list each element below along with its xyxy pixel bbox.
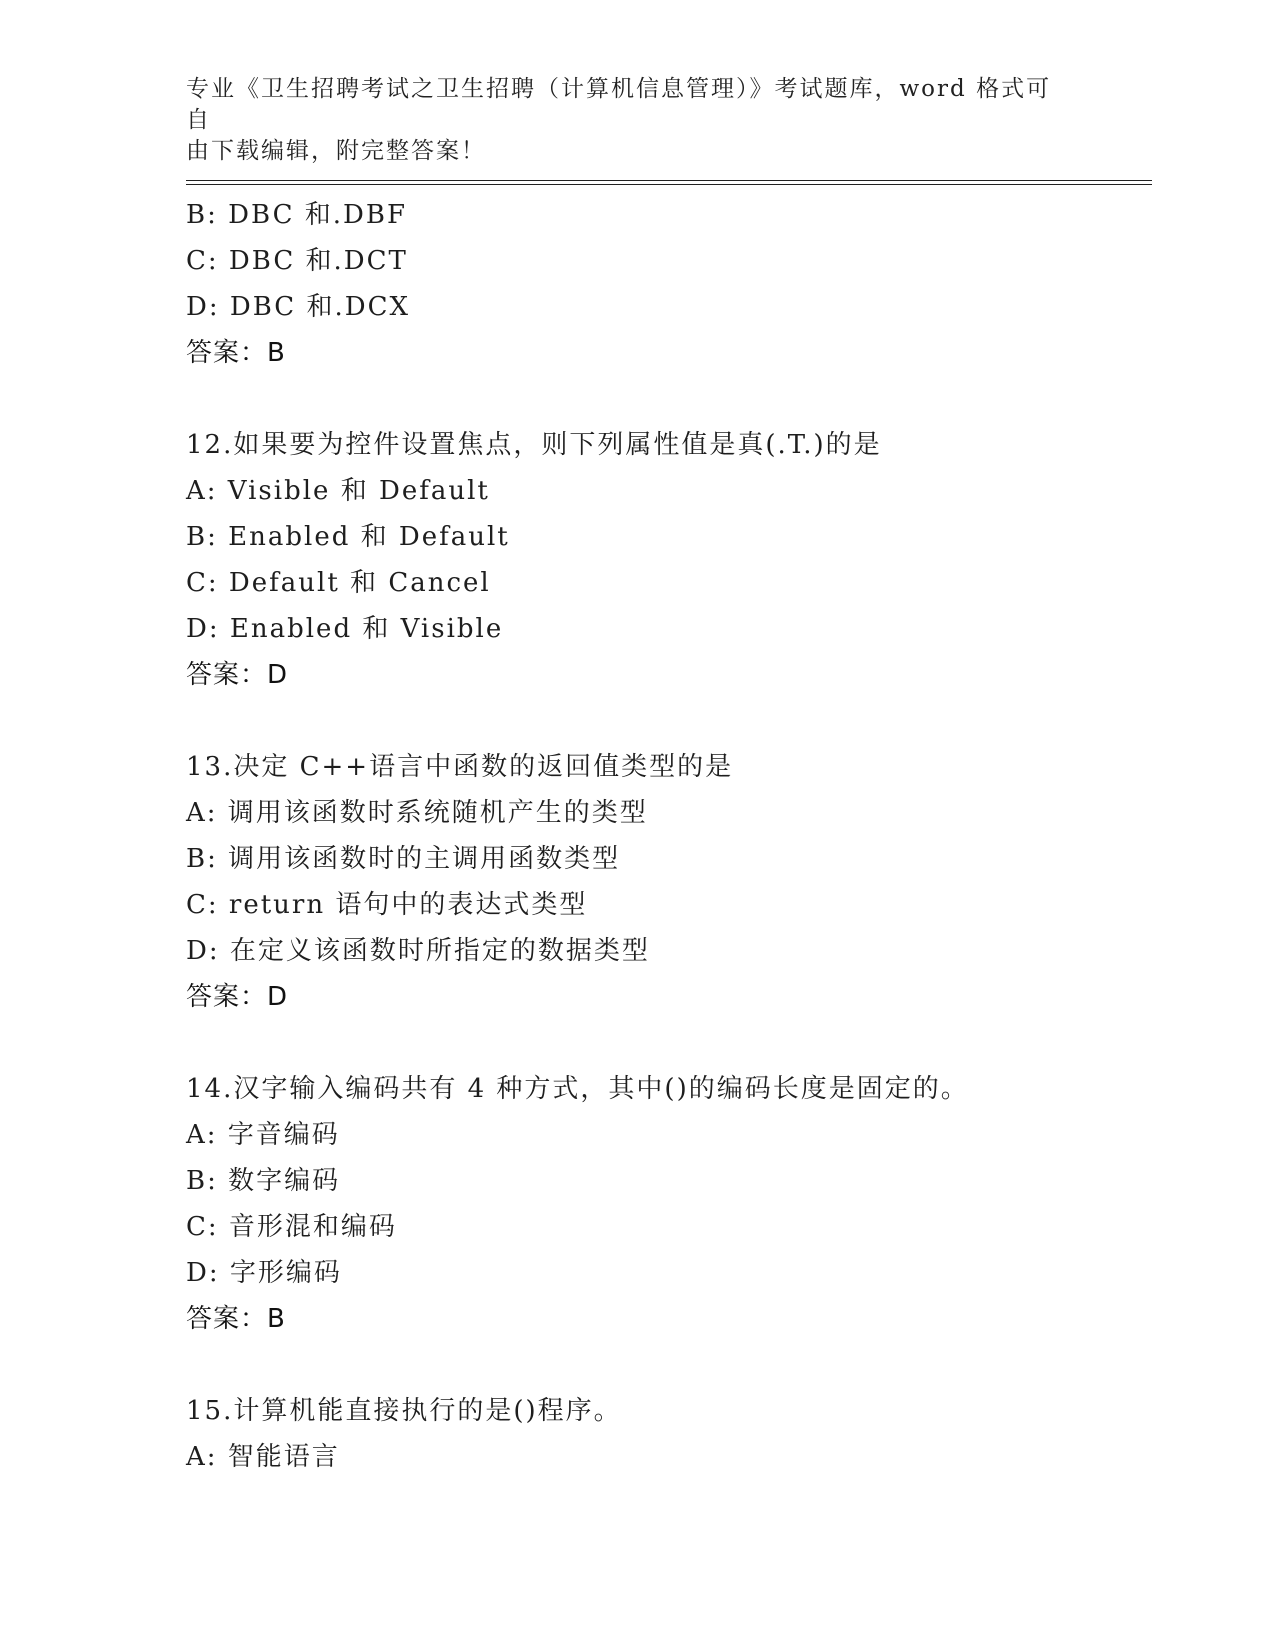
option-d: D: 在定义该函数时所指定的数据类型 — [186, 936, 650, 966]
option-d: D: DBC 和.DCX — [186, 292, 410, 322]
question-14 — [186, 1066, 1152, 1342]
question-11-continued — [186, 192, 1152, 376]
option-a: A: 调用该函数时系统随机产生的类型 — [186, 798, 648, 828]
option-a: A: 字音编码 — [186, 1120, 340, 1150]
question-content — [186, 192, 1152, 1480]
question-title: 13.决定 C++语言中函数的返回值类型的是 — [186, 752, 734, 782]
option-c: C: Default 和 Cancel — [186, 568, 491, 598]
header-line-2: 由下载编辑，附完整答案！ — [186, 138, 486, 164]
header-divider-bottom — [186, 184, 1152, 185]
answer-line: 答案：D — [186, 660, 289, 690]
option-c: C: return 语句中的表达式类型 — [186, 890, 588, 920]
option-d: D: 字形编码 — [186, 1258, 342, 1288]
option-a: A: Visible 和 Default — [186, 476, 490, 506]
option-b: B: 调用该函数时的主调用函数类型 — [186, 844, 621, 874]
document-header — [186, 74, 1066, 167]
question-title: 14.汉字输入编码共有 4 种方式，其中()的编码长度是固定的。 — [186, 1074, 969, 1104]
header-divider-top — [186, 180, 1152, 181]
answer-line: 答案：B — [186, 1304, 286, 1334]
option-d: D: Enabled 和 Visible — [186, 614, 504, 644]
header-line-1: 专业《卫生招聘考试之卫生招聘（计算机信息管理）》考试题库，word 格式可自 — [186, 76, 1052, 133]
question-title: 15.计算机能直接执行的是()程序。 — [186, 1396, 622, 1426]
answer-line: 答案：D — [186, 982, 289, 1012]
question-15 — [186, 1388, 1152, 1480]
option-c: C: DBC 和.DCT — [186, 246, 408, 276]
option-c: C: 音形混和编码 — [186, 1212, 397, 1242]
question-title: 12.如果要为控件设置焦点，则下列属性值是真(.T.)的是 — [186, 430, 882, 460]
question-13 — [186, 744, 1152, 1020]
option-b: B: 数字编码 — [186, 1166, 341, 1196]
option-b: B: Enabled 和 Default — [186, 522, 510, 552]
question-12 — [186, 422, 1152, 698]
answer-line: 答案：B — [186, 338, 286, 368]
option-b: B: DBC 和.DBF — [186, 200, 407, 230]
option-a: A: 智能语言 — [186, 1442, 340, 1472]
